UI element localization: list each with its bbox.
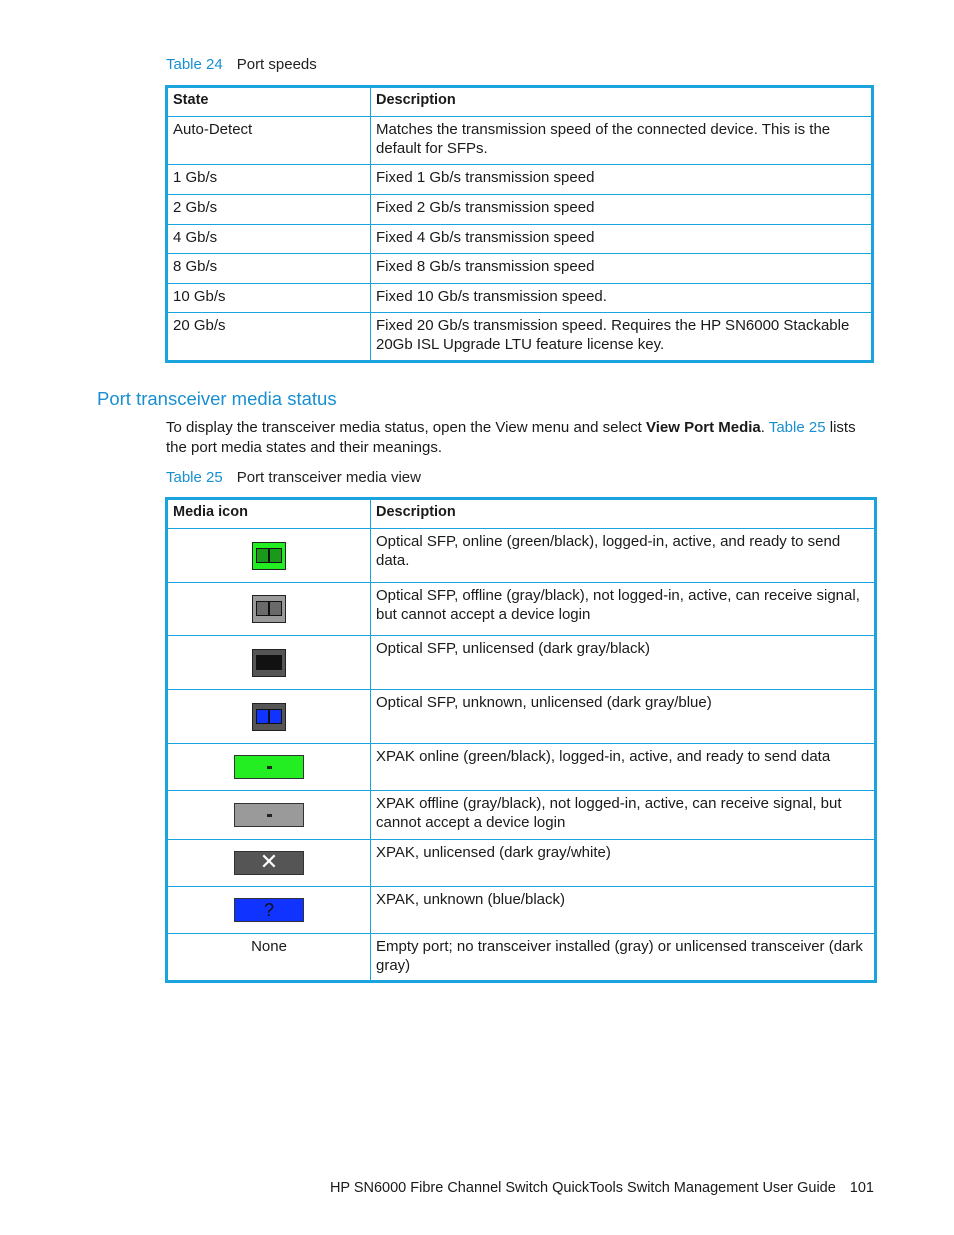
table-row	[167, 744, 876, 791]
table-24-number: Table 24	[166, 56, 223, 73]
column-header-media-icon: Media icon	[167, 499, 371, 529]
description-cell: Fixed 4 Gb/s transmission speed	[371, 225, 873, 254]
xpak-offline-gray-icon	[234, 803, 304, 827]
footer-title: HP SN6000 Fibre Channel Switch QuickTools Switch Management User Guide	[329, 1180, 836, 1196]
page-footer	[330, 1180, 874, 1196]
description-cell: Empty port; no transceiver installed (gray) or unlicensed transceiver (dark gray)	[371, 934, 876, 982]
table-row	[167, 583, 876, 636]
table-row	[167, 254, 873, 284]
table-25-link[interactable]: Table 25	[768, 419, 826, 436]
description-cell: Fixed 8 Gb/s transmission speed	[371, 254, 873, 284]
table-row	[167, 225, 873, 254]
table-row	[167, 165, 873, 195]
table-24-caption	[166, 56, 317, 73]
state-cell: 20 Gb/s	[167, 313, 371, 362]
state-cell: 2 Gb/s	[167, 195, 371, 225]
table-24-title: Port speeds	[236, 56, 317, 73]
description-cell: Optical SFP, offline (gray/black), not logged-in, active, can receive signal, but cannot accept a device login	[371, 583, 876, 636]
table-row	[167, 690, 876, 744]
media-icon-cell	[167, 583, 371, 636]
media-icon-cell	[167, 744, 371, 791]
media-icon-cell	[167, 636, 371, 690]
description-cell: XPAK, unlicensed (dark gray/white)	[371, 840, 876, 887]
sfp-unknown-blue-icon	[252, 703, 286, 731]
description-cell: Fixed 2 Gb/s transmission speed	[371, 195, 873, 225]
description-cell: Optical SFP, unlicensed (dark gray/black)	[371, 636, 876, 690]
paragraph-text: .	[760, 419, 769, 436]
description-cell: XPAK offline (gray/black), not logged-in, active, can receive signal, but cannot accept a device login	[371, 791, 876, 840]
page-number: 101	[849, 1180, 874, 1196]
state-cell: 4 Gb/s	[167, 225, 371, 254]
media-icon-cell	[167, 840, 371, 887]
table-row	[167, 887, 876, 934]
media-icon-cell	[167, 690, 371, 744]
section-paragraph	[166, 418, 878, 458]
port-speeds-table	[165, 85, 874, 363]
table-row	[167, 284, 873, 313]
description-cell: Fixed 1 Gb/s transmission speed	[371, 165, 873, 195]
table-row	[167, 791, 876, 840]
media-icon-none-text: None	[167, 934, 371, 982]
sfp-online-green-icon	[252, 542, 286, 570]
description-cell: XPAK online (green/black), logged-in, active, and ready to send data	[371, 744, 876, 791]
xpak-online-green-icon	[234, 755, 304, 779]
sfp-unlicensed-darkgray-icon	[252, 649, 286, 677]
description-cell: Matches the transmission speed of the connected device. This is the default for SFPs.	[371, 117, 873, 165]
state-cell: 8 Gb/s	[167, 254, 371, 284]
table-row	[167, 313, 873, 362]
description-cell: Optical SFP, unknown, unlicensed (dark gray/blue)	[371, 690, 876, 744]
media-icon-cell	[167, 887, 371, 934]
table-header-row	[167, 87, 873, 117]
state-cell: 1 Gb/s	[167, 165, 371, 195]
table-row	[167, 529, 876, 583]
column-header-description: Description	[371, 87, 873, 117]
xpak-unknown-question-icon: ?	[234, 898, 304, 922]
table-header-row	[167, 499, 876, 529]
column-header-state: State	[167, 87, 371, 117]
media-icon-cell	[167, 529, 371, 583]
table-row	[167, 117, 873, 165]
description-cell: Fixed 20 Gb/s transmission speed. Requires the HP SN6000 Stackable 20Gb ISL Upgrade LTU feature license key.	[371, 313, 873, 362]
paragraph-text: To display the transceiver media status, open the View menu and select	[166, 419, 646, 436]
state-cell: 10 Gb/s	[167, 284, 371, 313]
description-cell: XPAK, unknown (blue/black)	[371, 887, 876, 934]
table-row	[167, 934, 876, 982]
xpak-unlicensed-x-icon: ✕	[234, 851, 304, 875]
section-title: Port transceiver media status	[97, 388, 337, 409]
view-port-media-term: View Port Media	[646, 419, 761, 436]
table-25-number: Table 25	[166, 469, 223, 486]
table-row	[167, 636, 876, 690]
table-row	[167, 195, 873, 225]
description-cell: Fixed 10 Gb/s transmission speed.	[371, 284, 873, 313]
media-view-table	[165, 497, 877, 983]
table-25-caption	[166, 469, 421, 486]
column-header-description: Description	[371, 499, 876, 529]
media-icon-cell	[167, 791, 371, 840]
table-row	[167, 840, 876, 887]
sfp-offline-gray-icon	[252, 595, 286, 623]
description-cell: Optical SFP, online (green/black), logged-in, active, and ready to send data.	[371, 529, 876, 583]
state-cell: Auto-Detect	[167, 117, 371, 165]
paragraph-text: lists the port media states and their meanings.	[166, 419, 856, 456]
table-25-title: Port transceiver media view	[236, 469, 421, 486]
